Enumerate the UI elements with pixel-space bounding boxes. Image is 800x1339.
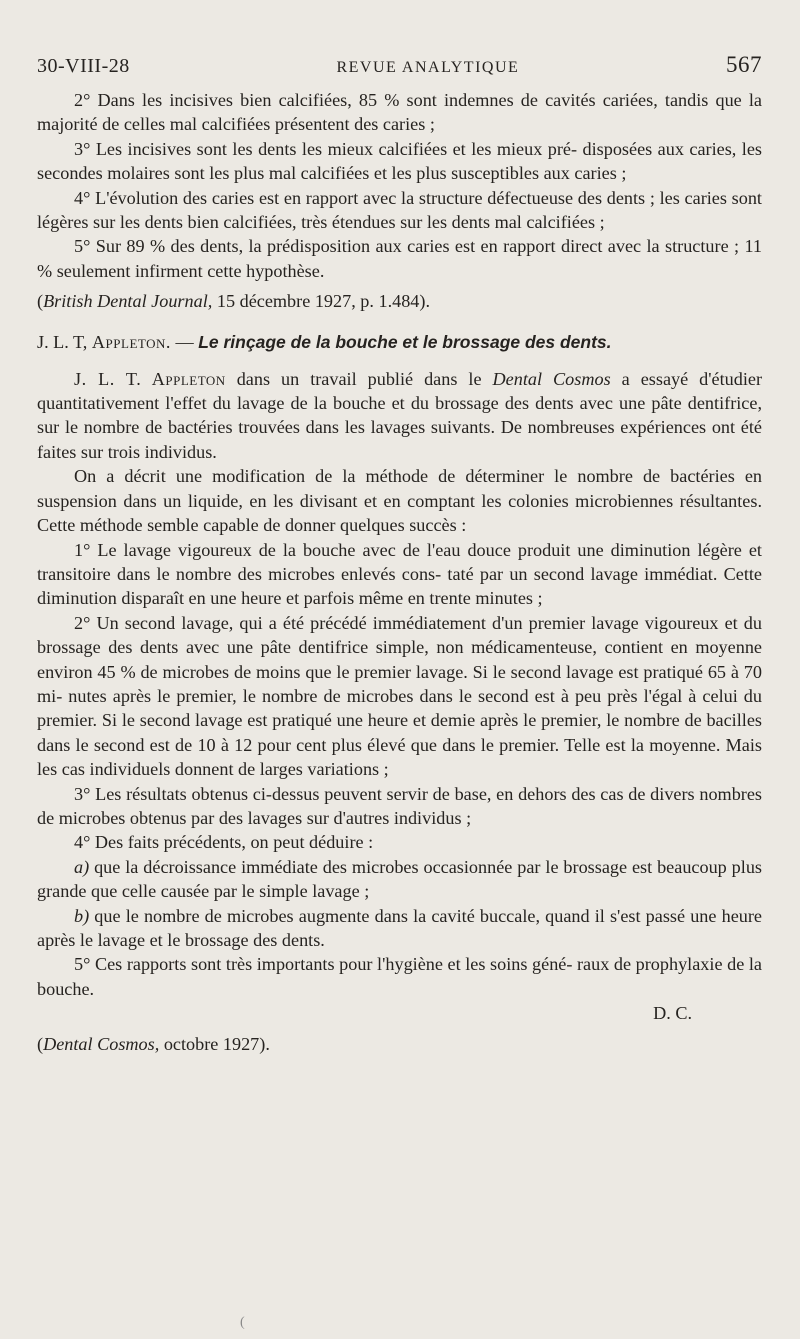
page-number: 567 bbox=[725, 52, 762, 77]
point-4: 4° Des faits précédents, on peut déduire : bbox=[74, 832, 374, 853]
article-body bbox=[37, 367, 762, 1056]
article-heading bbox=[37, 332, 762, 353]
running-head bbox=[37, 52, 762, 78]
previous-article-continuation bbox=[37, 88, 762, 314]
citation-journal: British Dental Journal, bbox=[43, 291, 213, 312]
citation: (British Dental Journal, 15 décembre 1927, p. 1.484). bbox=[37, 291, 431, 312]
list-item: 3° Les incisives sont les dents les mieux calcifiées et les mieux pré- disposées aux caries, les secondes molaires sont les plus mal calcifiées et les plus susceptibles aux caries ; bbox=[37, 138, 762, 184]
article-title: Le rinçage de la bouche et le brossage des dents. bbox=[198, 331, 612, 352]
intro-author: J. L. T. Appleton bbox=[74, 368, 226, 389]
heading-dash: — bbox=[175, 331, 194, 352]
intro-journal: Dental Cosmos bbox=[492, 368, 611, 389]
list-item: 4° L'évolution des caries est en rapport avec la structure défectueuse des dents ; les caries sont légères sur les dents bien calcifiées, très étendues sur les dents mal calcifiées ; bbox=[37, 187, 762, 233]
signature-line bbox=[37, 1001, 762, 1025]
signature: D. C. bbox=[653, 1003, 692, 1024]
point-5: 5° Ces rapports sont très importants pour l'hygiène et les soins géné- raux de prophylaxie de la bouche. bbox=[37, 954, 762, 999]
page-mark: ( bbox=[240, 1315, 245, 1330]
issue-date: 30-VIII-28 bbox=[37, 55, 130, 77]
citation-journal: Dental Cosmos, bbox=[43, 1033, 160, 1054]
method-paragraph: On a décrit une modification de la méthode de déterminer le nombre de bactéries en suspension dans un liquide, en les divisant et en comptant les colonies microbiennes résultantes. Cette méthode semble capable de donner quelques succès : bbox=[37, 466, 762, 536]
point-2: 2° Un second lavage, qui a été précédé immédiatement d'un premier lavage vigoureux et du brossage des dents avec une pâte dentifrice simple, non médicamenteuse, contient en moyenne environ 45 % de microbes de moins que le premier lavage. Si le second lavage est pratiqué 65 à 70 mi- nutes après le premier, le nombre de microbes dans le second est à peu près l'égal à celui du premier. Si le second lavage est pratiqué une heure et demie après le premier, le nombre de bacilles dans le second est de 10 à 12 pour cent plus élevé que dans le premier. Telle est la moyenne. Mais les cas individuels donnent de larges variations ; bbox=[37, 612, 762, 780]
citation: (Dental Cosmos, octobre 1927). bbox=[37, 1033, 270, 1054]
intro-paragraph: J. L. T. Appleton dans un travail publié dans le Dental Cosmos a essayé d'étudier quantitativement l'effet du lavage de la bouche et du brossage des dents avec une pâte dentifrice, sur le nombre de bactéries trouvées dans les lavages suivants. De nombreuses expériences ont été faites sur trois individus. bbox=[37, 368, 763, 462]
author-initials: J. L. T, bbox=[37, 331, 88, 352]
point-4b: b) que le nombre de microbes augmente dans la cavité buccale, quand il s'est passé une heure après le lavage et le brossage des dents. bbox=[37, 905, 762, 950]
point-4a: a) que la décroissance immédiate des microbes occasionnée par le brossage est beaucoup plus grande que celle causée par le simple lavage ; bbox=[37, 856, 763, 902]
point-1: 1° Le lavage vigoureux de la bouche avec de l'eau douce produit une diminution légère et transitoire dans le nombre des microbes enlevés cons- taté par un second lavage immédiat. Cette diminution disparaît en une heure et parfois même en trente minutes ; bbox=[37, 539, 762, 609]
list-item: 5° Sur 89 % des dents, la prédisposition aux caries est en rapport direct avec la structure ; 11 % seulement infirment cette hypothèse. bbox=[37, 236, 762, 281]
point-3: 3° Les résultats obtenus ci-dessus peuvent servir de base, en dehors des cas de divers nombres de microbes obtenus par des lavages sur d'autres individus ; bbox=[37, 783, 762, 828]
citation-details: octobre 1927). bbox=[163, 1033, 270, 1054]
citation-details: 15 décembre 1927, p. 1.484). bbox=[216, 291, 431, 312]
journal-section-title: REVUE ANALYTIQUE bbox=[336, 59, 520, 76]
list-item: 2° Dans les incisives bien calcifiées, 85 % sont indemnes de cavités cariées, tandis que la majorité de celles mal calcifiées présentent des caries ; bbox=[37, 90, 762, 135]
author-name: Appleton. bbox=[91, 331, 171, 352]
